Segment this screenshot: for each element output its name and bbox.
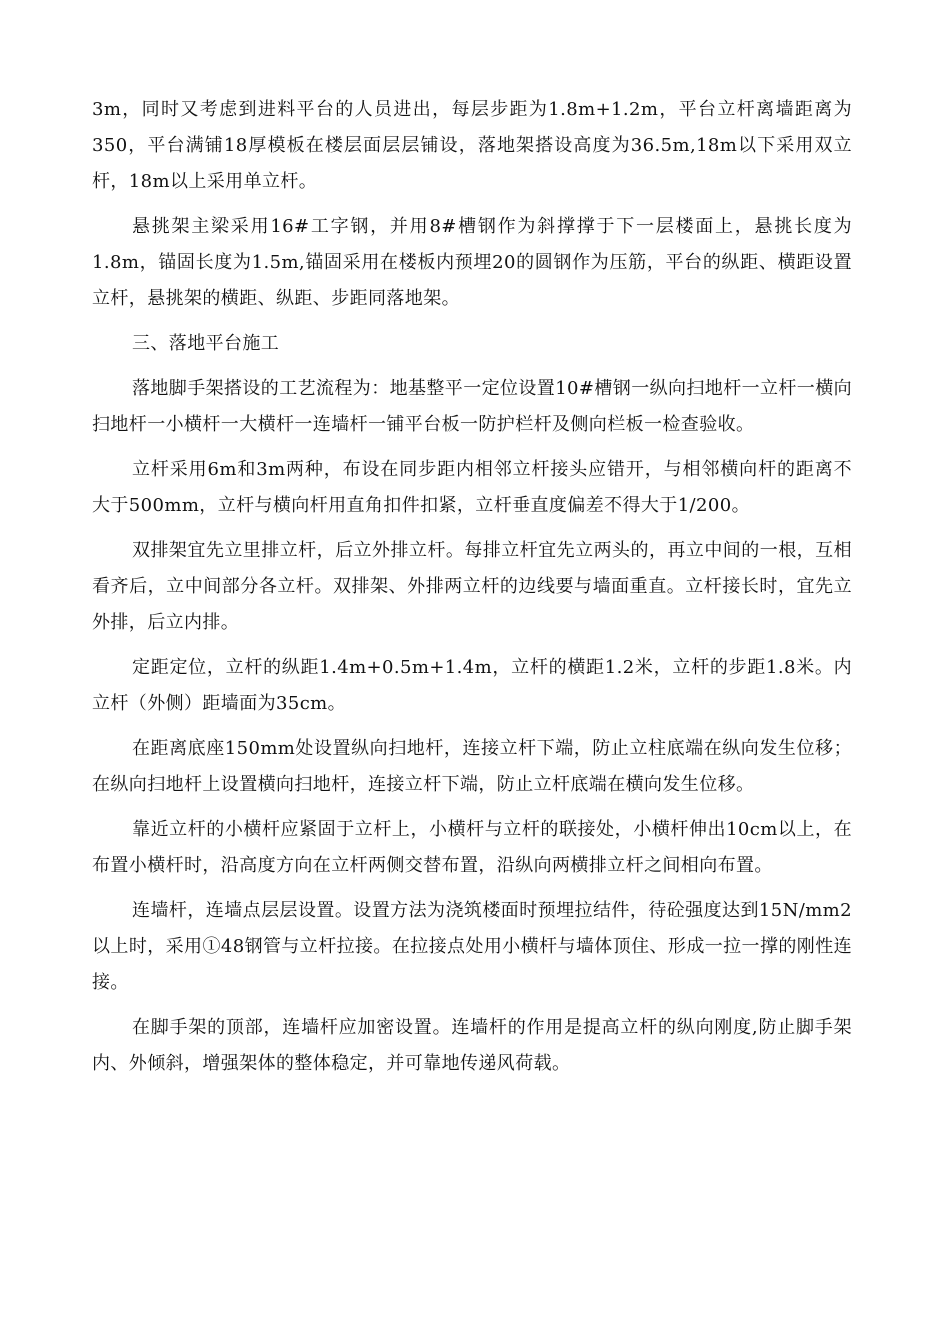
section-heading: 三、落地平台施工 bbox=[132, 333, 280, 354]
document-body bbox=[92, 92, 852, 1091]
paragraph-small-crossbar: 靠近立杆的小横杆应紧固于立杆上，小横杆与立杆的联接处，小横杆伸出10cm以上，在布置小横杆时，沿高度方向在立杆两侧交替布置，沿纵向两横排立杆之间相向布置。 bbox=[92, 819, 852, 876]
paragraph-process-flow: 落地脚手架搭设的工艺流程为：地基整平一定位设置10#槽钢一纵向扫地杆一立杆一横向扫地杆一小横杆一大横杆一连墙杆一铺平台板一防护栏杆及侧向栏板一检查验收。 bbox=[92, 378, 852, 435]
paragraph-continuation: 3m，同时又考虑到进料平台的人员进出，每层步距为1.8m+1.2m，平台立杆离墙距离为350，平台满铺18厚模板在楼层面层层铺设，落地架搭设高度为36.5m,18m以下采用双立杆，18m以上采用单立杆。 bbox=[92, 99, 852, 192]
paragraph-wall-ties: 连墙杆，连墙点层层设置。设置方法为浇筑楼面时预埋拉结件，待砼强度达到15N/mm2以上时，采用①48钢管与立杆拉接。在拉接点处用小横杆与墙体顶住、形成一拉一撑的刚性连接。 bbox=[92, 900, 852, 993]
paragraph-double-row: 双排架宜先立里排立杆，后立外排立杆。每排立杆宜先立两头的，再立中间的一根，互相看齐后，立中间部分各立杆。双排架、外排两立杆的边线要与墙面重直。立杆接长时，宜先立外排，后立内排。 bbox=[92, 540, 852, 633]
paragraph-sweeping-rod: 在距离底座150mm处设置纵向扫地杆，连接立杆下端，防止立柱底端在纵向发生位移；在纵向扫地杆上设置横向扫地杆，连接立杆下端，防止立杆底端在横向发生位移。 bbox=[92, 738, 852, 795]
paragraph-top-ties: 在脚手架的顶部，连墙杆应加密设置。连墙杆的作用是提高立杆的纵向刚度,防止脚手架内、外倾斜，增强架体的整体稳定，并可靠地传递风荷载。 bbox=[92, 1017, 852, 1074]
paragraph-upright-poles: 立杆采用6m和3m两种，布设在同步距内相邻立杆接头应错开，与相邻横向杆的距离不大于500mm，立杆与横向杆用直角扣件扣紧，立杆垂直度偏差不得大于1/200。 bbox=[92, 459, 852, 516]
paragraph-spacing: 定距定位，立杆的纵距1.4m+0.5m+1.4m，立杆的横距1.2米，立杆的步距1.8米。内立杆（外侧）距墙面为35cm。 bbox=[92, 657, 852, 714]
paragraph-cantilever-beam: 悬挑架主梁采用16#工字钢，并用8#槽钢作为斜撑撑于下一层楼面上，悬挑长度为1.8m，锚固长度为1.5m,锚固采用在楼板内预埋20的圆钢作为压筋，平台的纵距、横距设置立杆，悬挑架的横距、纵距、步距同落地架。 bbox=[92, 216, 852, 309]
